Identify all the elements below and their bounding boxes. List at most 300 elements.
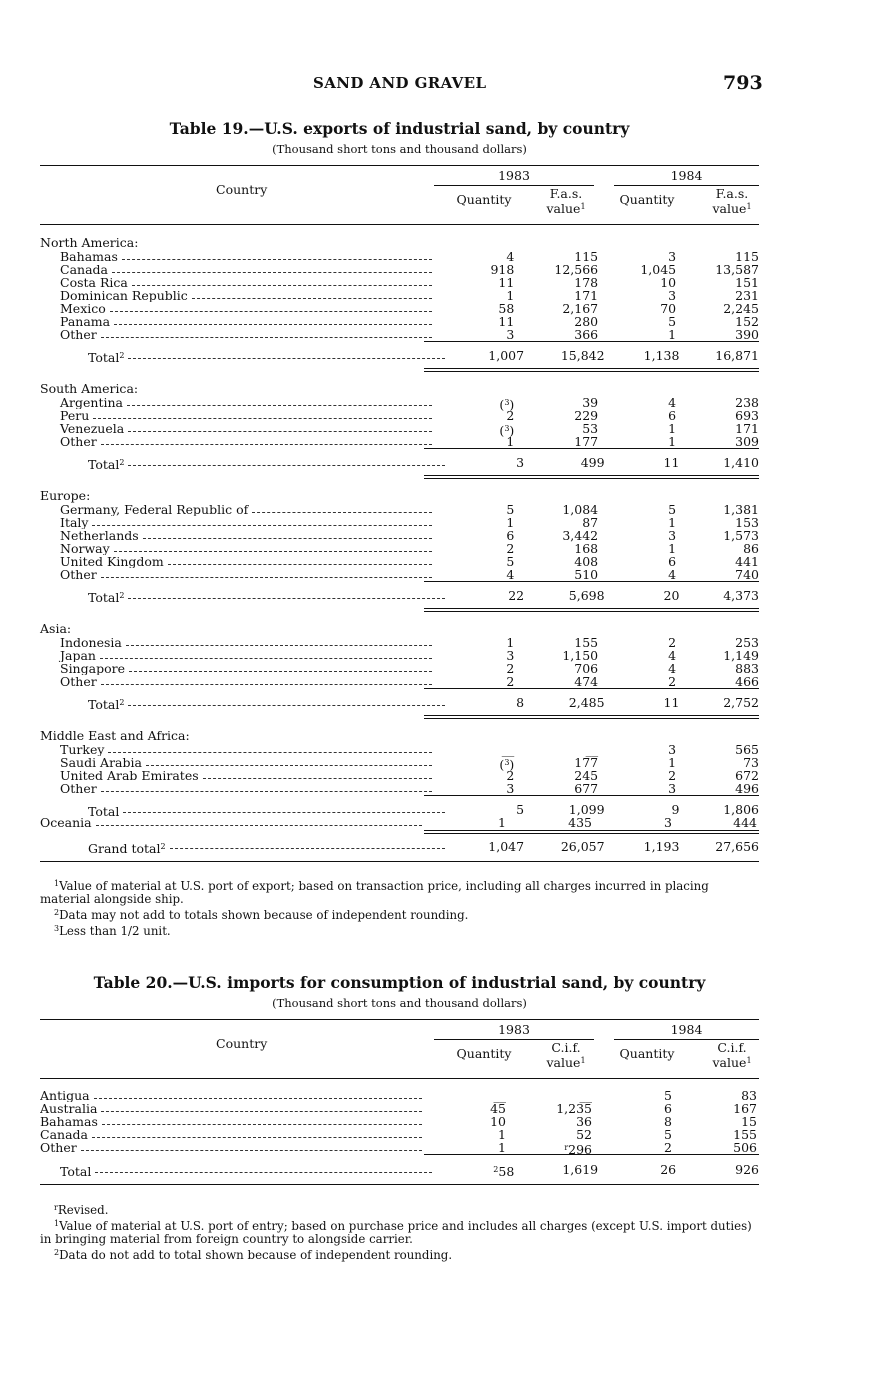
leader-dots [128,589,445,599]
table-row [40,409,759,422]
total-text: Grand total [88,841,161,855]
cell-value: 2 [506,768,515,783]
cell-value: 2,245 [723,301,759,316]
cell-value: 883 [735,661,759,676]
total-label [88,589,124,602]
cell-value: 1 [506,288,515,303]
cell-value: 506 [733,1140,757,1155]
cell-value: 3 [664,815,672,830]
double-rule [424,608,759,612]
table-row [40,649,759,662]
cell-value: 466 [735,674,759,689]
country-name: Netherlands [60,529,139,542]
total-row [40,589,759,602]
row-label [40,1128,424,1141]
cell-value: 83 [741,1088,757,1103]
cell-value: 87 [582,515,599,530]
table-row [40,636,759,649]
quantity-header: Quantity [456,192,512,207]
leader-dots [128,422,432,432]
rule [424,795,759,796]
cell-value: 1,045 [640,262,677,277]
value-header: F.a.s. value$^1$ [712,186,752,216]
leader-dots [123,803,445,813]
cell-value: 4 [668,661,677,676]
cell-value: 1 [498,1140,506,1155]
cell-value: 918 [490,262,515,277]
cell-value: 2 [506,661,515,676]
leader-dots [128,456,445,466]
row-label [40,516,434,529]
total-value: 1,138 [643,348,680,363]
cell-value: 5 [506,554,515,569]
cell-value: 1 [498,815,506,830]
cell-value: 11 [498,314,515,329]
cell-value: 4 [506,249,515,264]
total-value: 20 [663,588,680,603]
double-rule [424,830,759,834]
cell-value: 3 [668,249,677,264]
year-1983-header: 1983 [498,1022,530,1037]
footnote-mark: 1 [54,879,60,888]
total-label [88,839,166,855]
cell-value: 15 [741,1114,757,1129]
year-1984-header: 1984 [670,1022,703,1037]
leader-dots [92,1128,422,1138]
leader-dots [108,743,432,753]
year-1984-header: 1984 [670,168,703,183]
leader-dots [122,250,432,260]
country-name: Peru [60,409,90,422]
cell-value: 2 [664,1140,672,1155]
leader-dots [93,409,432,419]
leader-dots [110,302,433,312]
cell-value: 1 [668,327,677,342]
table-row [40,1089,759,1102]
country-name: Germany, Federal Republic of [60,503,249,516]
country-name: Indonesia [60,636,122,649]
table-20-body [40,1079,759,1186]
row-label [40,456,447,469]
cell-value: 1 [668,421,677,436]
cell-value: 3,442 [562,528,599,543]
table-bottom-rule [40,1184,759,1185]
footnote-mark: 2 [119,698,125,707]
row-label [40,289,434,302]
table-row [40,529,759,542]
country-name: Antigua [40,1089,90,1102]
leader-dots [101,1102,422,1112]
table-19-header [40,165,759,225]
total-row [40,803,759,816]
table-row [40,315,759,328]
cell-value: 177 [574,434,599,449]
row-label [40,1141,424,1154]
row-label [40,636,434,649]
rule [424,688,759,689]
footnote-mark: r [54,1203,58,1212]
total-value: 1,193 [643,839,680,854]
cell-value: 366 [574,327,599,342]
total-text: Total [88,350,120,362]
leader-dots [81,1141,422,1151]
page-number: 793 [723,72,763,94]
table-20-header [40,1019,759,1079]
cell-value: 151 [735,275,759,290]
country-name: Mexico [60,302,106,315]
row-label [40,250,434,263]
country-name: Venezuela [60,422,125,435]
cell-value: 435 [568,815,592,830]
table-row [40,395,759,412]
cell-value: 4 [668,395,677,410]
cell-value: 2 [668,635,677,650]
cell-value: 6 [664,1101,672,1116]
table-row [40,302,759,315]
cell-value: 13,587 [715,262,759,277]
country-name: Argentina [60,396,123,409]
cell-value: 565 [735,742,759,757]
leader-dots [127,396,432,406]
row-label [40,555,434,568]
footnote-mark: 2 [119,458,125,467]
cell-value: 5 [506,502,515,517]
footnote-text: Data may not add to totals shown because of independent rounding. [59,908,469,922]
total-text: Total [88,804,120,816]
total-value: 27,656 [715,839,759,854]
leader-dots [95,1163,432,1173]
cell-value: 5 [668,314,677,329]
cell-value: 10 [490,1114,506,1129]
row-label [40,782,434,795]
value-header: C.i.f. value$^1$ [546,1040,586,1070]
leader-dots [101,782,433,792]
cell-value: 231 [735,288,759,303]
row-label [40,675,434,688]
cell-value: 677 [574,781,599,796]
row-label [40,435,434,448]
total-text: Total [88,457,120,469]
cell-value: 1,381 [723,502,759,517]
cell-value: 45 [490,1101,506,1116]
leader-dots [101,435,433,445]
rule [424,448,759,449]
leader-dots [92,516,432,526]
value-header: F.a.s. value$^1$ [546,186,586,216]
country-name: Singapore [60,662,125,675]
cell-value: 3 [668,528,677,543]
total-value: 4,373 [723,588,759,603]
cell-value: 474 [574,674,599,689]
total-row [40,456,759,469]
cell-value: 510 [574,567,599,582]
footnote [40,1217,762,1246]
table-row [40,675,759,688]
footnote-mark: 2 [54,1248,60,1257]
row-label [40,589,447,602]
cell-value: 245 [574,768,599,783]
table-row [40,769,759,782]
table-row [40,1140,759,1157]
cell-value: ($^3$) [499,397,515,412]
value-header: C.i.f. value$^1$ [712,1040,752,1070]
table-19 [40,119,759,862]
cell-value: 171 [735,421,759,436]
table-20-subtitle: (Thousand short tons and thousand dollars) [272,996,527,1010]
footnote-mark: 2 [119,591,125,600]
total-value: 2,485 [568,695,605,710]
table-row [40,516,759,529]
country-name: Turkey [60,743,105,756]
cell-value: 2,167 [562,301,599,316]
table-bottom-rule [40,861,759,862]
total-value: 9 [671,802,680,817]
table-row [40,555,759,568]
region-heading: Asia: [40,621,72,636]
row-label [40,328,434,341]
cell-value: 115 [735,249,759,264]
leader-dots [126,636,433,646]
total-value: 3 [516,455,525,470]
cell-value: 496 [735,781,759,796]
country-name: Bahamas [60,250,118,263]
total-label [60,1163,91,1176]
country-name: United Kingdom [60,555,164,568]
total-label [88,456,124,469]
cell-value: 167 [733,1101,757,1116]
double-rule [424,368,759,372]
row-label [40,756,434,769]
footnote-mark: 3 [54,924,60,933]
quantity-header: Quantity [619,192,675,207]
footnote-text: Revised. [57,1203,109,1217]
cell-value: __ [579,1088,592,1103]
leader-dots [102,1115,422,1125]
cell-value: 2 [668,674,677,689]
cell-value: 740 [735,567,759,582]
cell-value: ($^3$) [499,423,515,438]
table-row [40,421,759,438]
cell-value: 58 [498,301,515,316]
row-label [40,263,434,276]
total-block [40,341,759,371]
row-label [40,696,447,709]
cell-value: 8 [664,1114,672,1129]
cell-value: 4 [668,648,677,663]
cell-value: 177 [574,755,599,770]
leader-dots [101,675,433,685]
cell-value: 3 [668,288,677,303]
row-label [40,542,434,555]
cell-value: 390 [735,327,759,342]
cell-value: 441 [735,554,759,569]
leader-dots [114,315,432,325]
cell-value: 5 [668,502,677,517]
total-text: Total [88,590,120,602]
footnote-text: Value of material at U.S. port of export; based on transaction price, including all charges incurred in placing material alongside ship. [40,879,709,906]
cell-value: 6 [668,554,677,569]
cell-value: 1 [498,1127,506,1142]
footnote [40,922,762,938]
cell-value: 152 [735,314,759,329]
total-block [40,688,759,718]
total-value: 1,619 [562,1162,599,1177]
quantity-header: Quantity [456,1046,512,1061]
leader-dots [143,529,433,539]
footnote [40,1246,762,1262]
row-label [40,769,434,782]
cell-value: 39 [582,395,599,410]
total-value: 11 [663,695,680,710]
leader-dots [132,276,433,286]
row-label [40,503,434,516]
cell-value: 1 [668,434,677,449]
cell-value: 238 [735,395,759,410]
row-label [40,662,434,675]
cell-value: 86 [743,541,759,556]
cell-value: 5 [664,1088,672,1103]
cell-value: 10 [660,275,677,290]
country-name: Canada [60,263,108,276]
table-row [40,1128,759,1141]
country-name: Norway [60,542,110,555]
rule [424,581,759,582]
row-label [40,1163,434,1176]
cell-value: 706 [574,661,599,676]
total-value: 5 [516,802,525,817]
table-row [40,662,759,675]
cell-value: 3 [668,742,677,757]
cell-value: 3 [506,648,515,663]
cell-value: 229 [574,408,599,423]
rule [424,341,759,342]
country-name: Costa Rica [60,276,128,289]
row-label [40,568,434,581]
total-value: 15,842 [560,348,605,363]
cell-value: 672 [735,768,759,783]
leader-dots [252,503,432,513]
leader-dots [146,756,432,766]
cell-value: __ [493,1088,506,1103]
region-heading: North America: [40,235,139,250]
cell-value: 2 [506,674,515,689]
country-name: Dominican Republic [60,289,188,302]
total-value: 499 [580,455,605,470]
leader-dots [128,349,445,359]
footnote-mark: 2 [54,908,60,917]
table-row [40,503,759,516]
footnote-text: Value of material at U.S. port of entry; based on purchase price and includes all charges (except U.S. import duties) in bringing material from foreign country to alongside carrier. [40,1219,752,1246]
row-label [40,302,434,315]
total-value: 8 [516,695,525,710]
total-row [40,696,759,709]
row-label [40,1115,424,1128]
total-value: 1,099 [568,802,605,817]
double-rule [424,475,759,479]
table-19-subtitle: (Thousand short tons and thousand dollars) [272,142,527,156]
leader-dots [170,839,446,849]
cell-value: 1,084 [562,502,599,517]
leader-dots [129,662,432,672]
country-name: Oceania [40,816,92,829]
cell-value: 4 [506,567,515,582]
cell-value: 444 [733,815,757,830]
total-value: $^2$58 [493,1164,515,1179]
cell-value: 11 [498,275,515,290]
total-value: 1,410 [723,455,759,470]
table-20-footnotes [40,1201,762,1262]
country-name: Italy [60,516,89,529]
table-row [40,1115,759,1128]
quantity-header: Quantity [619,1046,675,1061]
total-value: 2,752 [723,695,759,710]
total-value: 11 [663,455,680,470]
cell-value: 3 [506,781,515,796]
region-heading: Middle East and Africa: [40,728,190,743]
cell-value: 168 [574,541,599,556]
total-label [88,696,124,709]
table-row [40,568,759,581]
cell-value: 1 [668,515,677,530]
cell-value: 6 [668,408,677,423]
row-label [40,315,434,328]
cell-value: 36 [576,1114,592,1129]
row-label [40,1102,424,1115]
table-row [40,743,759,756]
total-text: Total [60,1164,92,1176]
table-row [40,263,759,276]
table-row [40,542,759,555]
rule [424,1154,759,1155]
cell-value: 693 [735,408,759,423]
table-19-title: Table 19.—U.S. exports of industrial sand, by country [169,119,630,138]
row-label [40,276,434,289]
footnote-mark: 2 [160,842,166,851]
country-name: Other [60,328,97,341]
total-value: 26,057 [560,839,605,854]
total-value: 26 [660,1162,677,1177]
cell-value: __ [501,742,515,757]
cell-value: ($^3$) [499,757,515,772]
leader-dots [168,555,433,565]
double-rule [424,715,759,719]
grand-total-row [40,839,759,855]
total-value: 22 [508,588,525,603]
country-name: Saudi Arabia [60,756,142,769]
leader-dots [101,328,433,338]
footnote-mark: 2 [119,351,125,360]
country-name: Other [60,675,97,688]
cell-value: 155 [574,635,599,650]
leader-dots [114,542,433,552]
cell-value: $^r$296 [564,1142,592,1157]
total-value: 926 [735,1162,759,1177]
cell-value: 1 [668,541,677,556]
cell-value: 171 [574,288,599,303]
leader-dots [112,263,432,273]
footnote-text: Less than 1/2 unit. [59,924,171,938]
region-heading: South America: [40,381,139,396]
row-label [40,743,434,756]
table-row [40,328,759,341]
cell-value: 6 [506,528,515,543]
table-row [40,276,759,289]
total-row [40,349,759,362]
row-label [40,409,434,422]
table-20 [40,973,759,1194]
cell-value: 4 [668,567,677,582]
total-block [40,581,759,611]
